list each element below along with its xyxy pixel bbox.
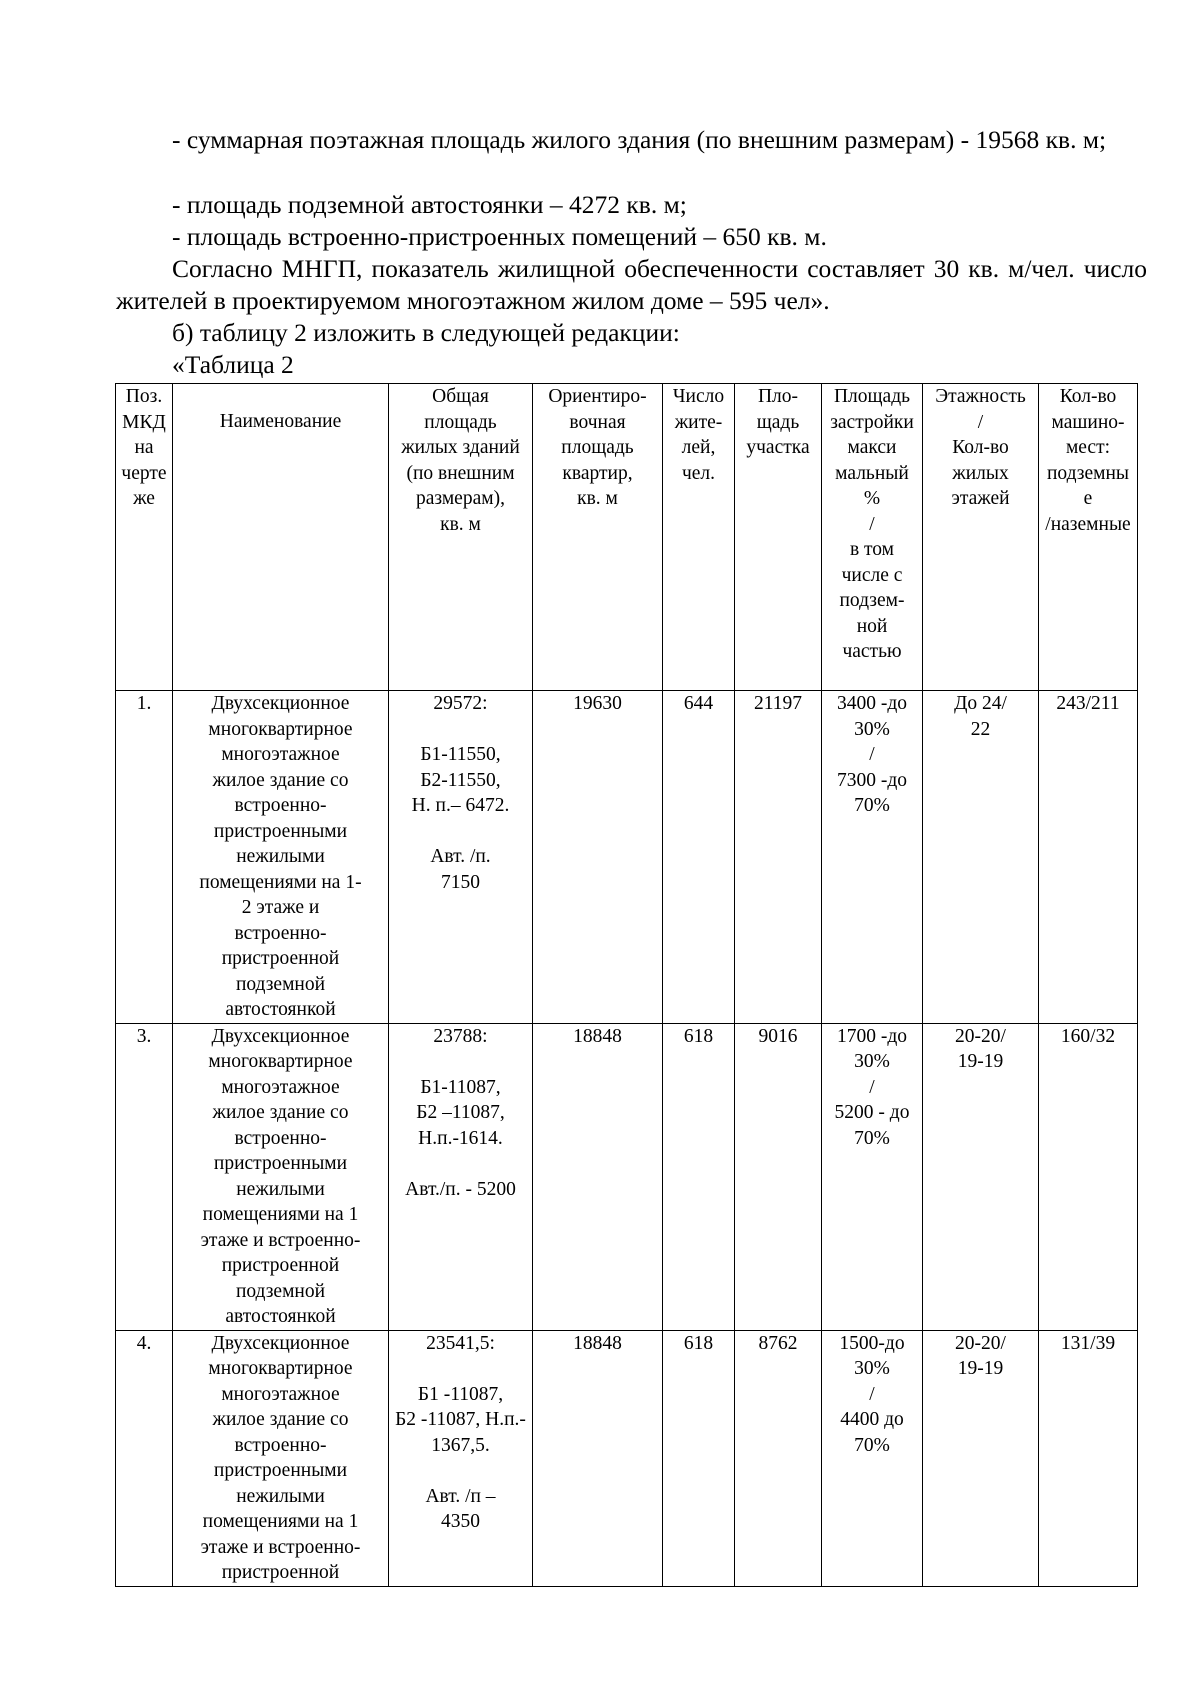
cell-name: Двухсекционное многоквартирное многоэтажное жилое здание со встроенно- пристроенными нежилыми помещениями на 1- 2 этаже и встроенно- пристроенной подземной автостоянкой xyxy=(173,691,389,1024)
table-row xyxy=(116,1330,1138,1586)
cell-residents: 618 xyxy=(663,1330,735,1586)
cell-apartment-area: 19630 xyxy=(533,691,663,1024)
cell-floors: 20-20/ 19-19 xyxy=(923,1330,1039,1586)
cell-position: 4. xyxy=(116,1330,173,1586)
cell-built-area: 3400 -до 30% / 7300 -до 70% xyxy=(822,691,923,1024)
cell-name: Двухсекционное многоквартирное многоэтажное жилое здание со встроенно- пристроенными нежилыми помещениями на 1 этаже и встроенно- пристроенной xyxy=(173,1330,389,1586)
cell-residents: 644 xyxy=(663,691,735,1024)
cell-apartment-area: 18848 xyxy=(533,1330,663,1586)
paragraph-housing-provision: Согласно МНГП, показатель жилищной обеспеченности составляет 30 кв. м/чел. число жителей в проектируемом многоэтажном жилом доме – 595 чел». xyxy=(116,254,1147,315)
cell-parking: 131/39 xyxy=(1039,1330,1138,1586)
paragraph-table-instruction: б) таблицу 2 изложить в следующей редакции: xyxy=(172,318,680,347)
cell-plot-area: 8762 xyxy=(735,1330,822,1586)
cell-floors: До 24/ 22 xyxy=(923,691,1039,1024)
cell-plot-area: 9016 xyxy=(735,1023,822,1330)
cell-total-area: 23788: Б1-11087, Б2 –11087, Н.п.-1614. Авт./п. - 5200 xyxy=(389,1023,533,1330)
cell-parking: 243/211 xyxy=(1039,691,1138,1024)
cell-name: Двухсекционное многоквартирное многоэтажное жилое здание со встроенно- пристроенными нежилыми помещениями на 1 этаже и встроенно- пристроенной подземной автостоянкой xyxy=(173,1023,389,1330)
header-residents: Число жите- лей, чел. xyxy=(663,384,735,691)
table-2 xyxy=(115,383,1138,1587)
table-row xyxy=(116,691,1138,1024)
cell-total-area: 23541,5: Б1 -11087, Б2 -11087, Н.п.- 1367,5. Авт. /п – 4350 xyxy=(389,1330,533,1586)
cell-built-area: 1700 -до 30% / 5200 - до 70% xyxy=(822,1023,923,1330)
header-built-area: Площадь застройки макси мальный % / в том числе с подзем- ной частью xyxy=(822,384,923,691)
table-row xyxy=(116,1023,1138,1330)
cell-apartment-area: 18848 xyxy=(533,1023,663,1330)
cell-position: 1. xyxy=(116,691,173,1024)
paragraph-total-floor-area: - суммарная поэтажная площадь жилого здания (по внешним размерам) - 19568 кв. м; xyxy=(172,125,1107,154)
header-total-area: Общая площадь жилых зданий (по внешним размерам), кв. м xyxy=(389,384,533,691)
cell-total-area: 29572: Б1-11550, Б2-11550, Н. п.– 6472. Авт. /п. 7150 xyxy=(389,691,533,1024)
cell-parking: 160/32 xyxy=(1039,1023,1138,1330)
cell-plot-area: 21197 xyxy=(735,691,822,1024)
header-apartment-area: Ориентиро- вочная площадь квартир, кв. м xyxy=(533,384,663,691)
header-position: Поз. МКД на черте же xyxy=(116,384,173,691)
cell-residents: 618 xyxy=(663,1023,735,1330)
table-header-row xyxy=(116,384,1138,691)
paragraph-builtin-premises-area: - площадь встроенно-пристроенных помещений – 650 кв. м. xyxy=(172,222,827,251)
header-floors: Этажность / Кол-во жилых этажей xyxy=(923,384,1039,691)
header-name: Наименование xyxy=(173,384,389,691)
cell-built-area: 1500-до 30% / 4400 до 70% xyxy=(822,1330,923,1586)
header-plot-area: Пло- щадь участка xyxy=(735,384,822,691)
cell-position: 3. xyxy=(116,1023,173,1330)
table-caption: «Таблица 2 xyxy=(172,350,294,379)
header-parking: Кол-во машино- мест: подземны е /наземные xyxy=(1039,384,1138,691)
cell-floors: 20-20/ 19-19 xyxy=(923,1023,1039,1330)
paragraph-parking-area: - площадь подземной автостоянки – 4272 кв. м; xyxy=(172,190,687,219)
